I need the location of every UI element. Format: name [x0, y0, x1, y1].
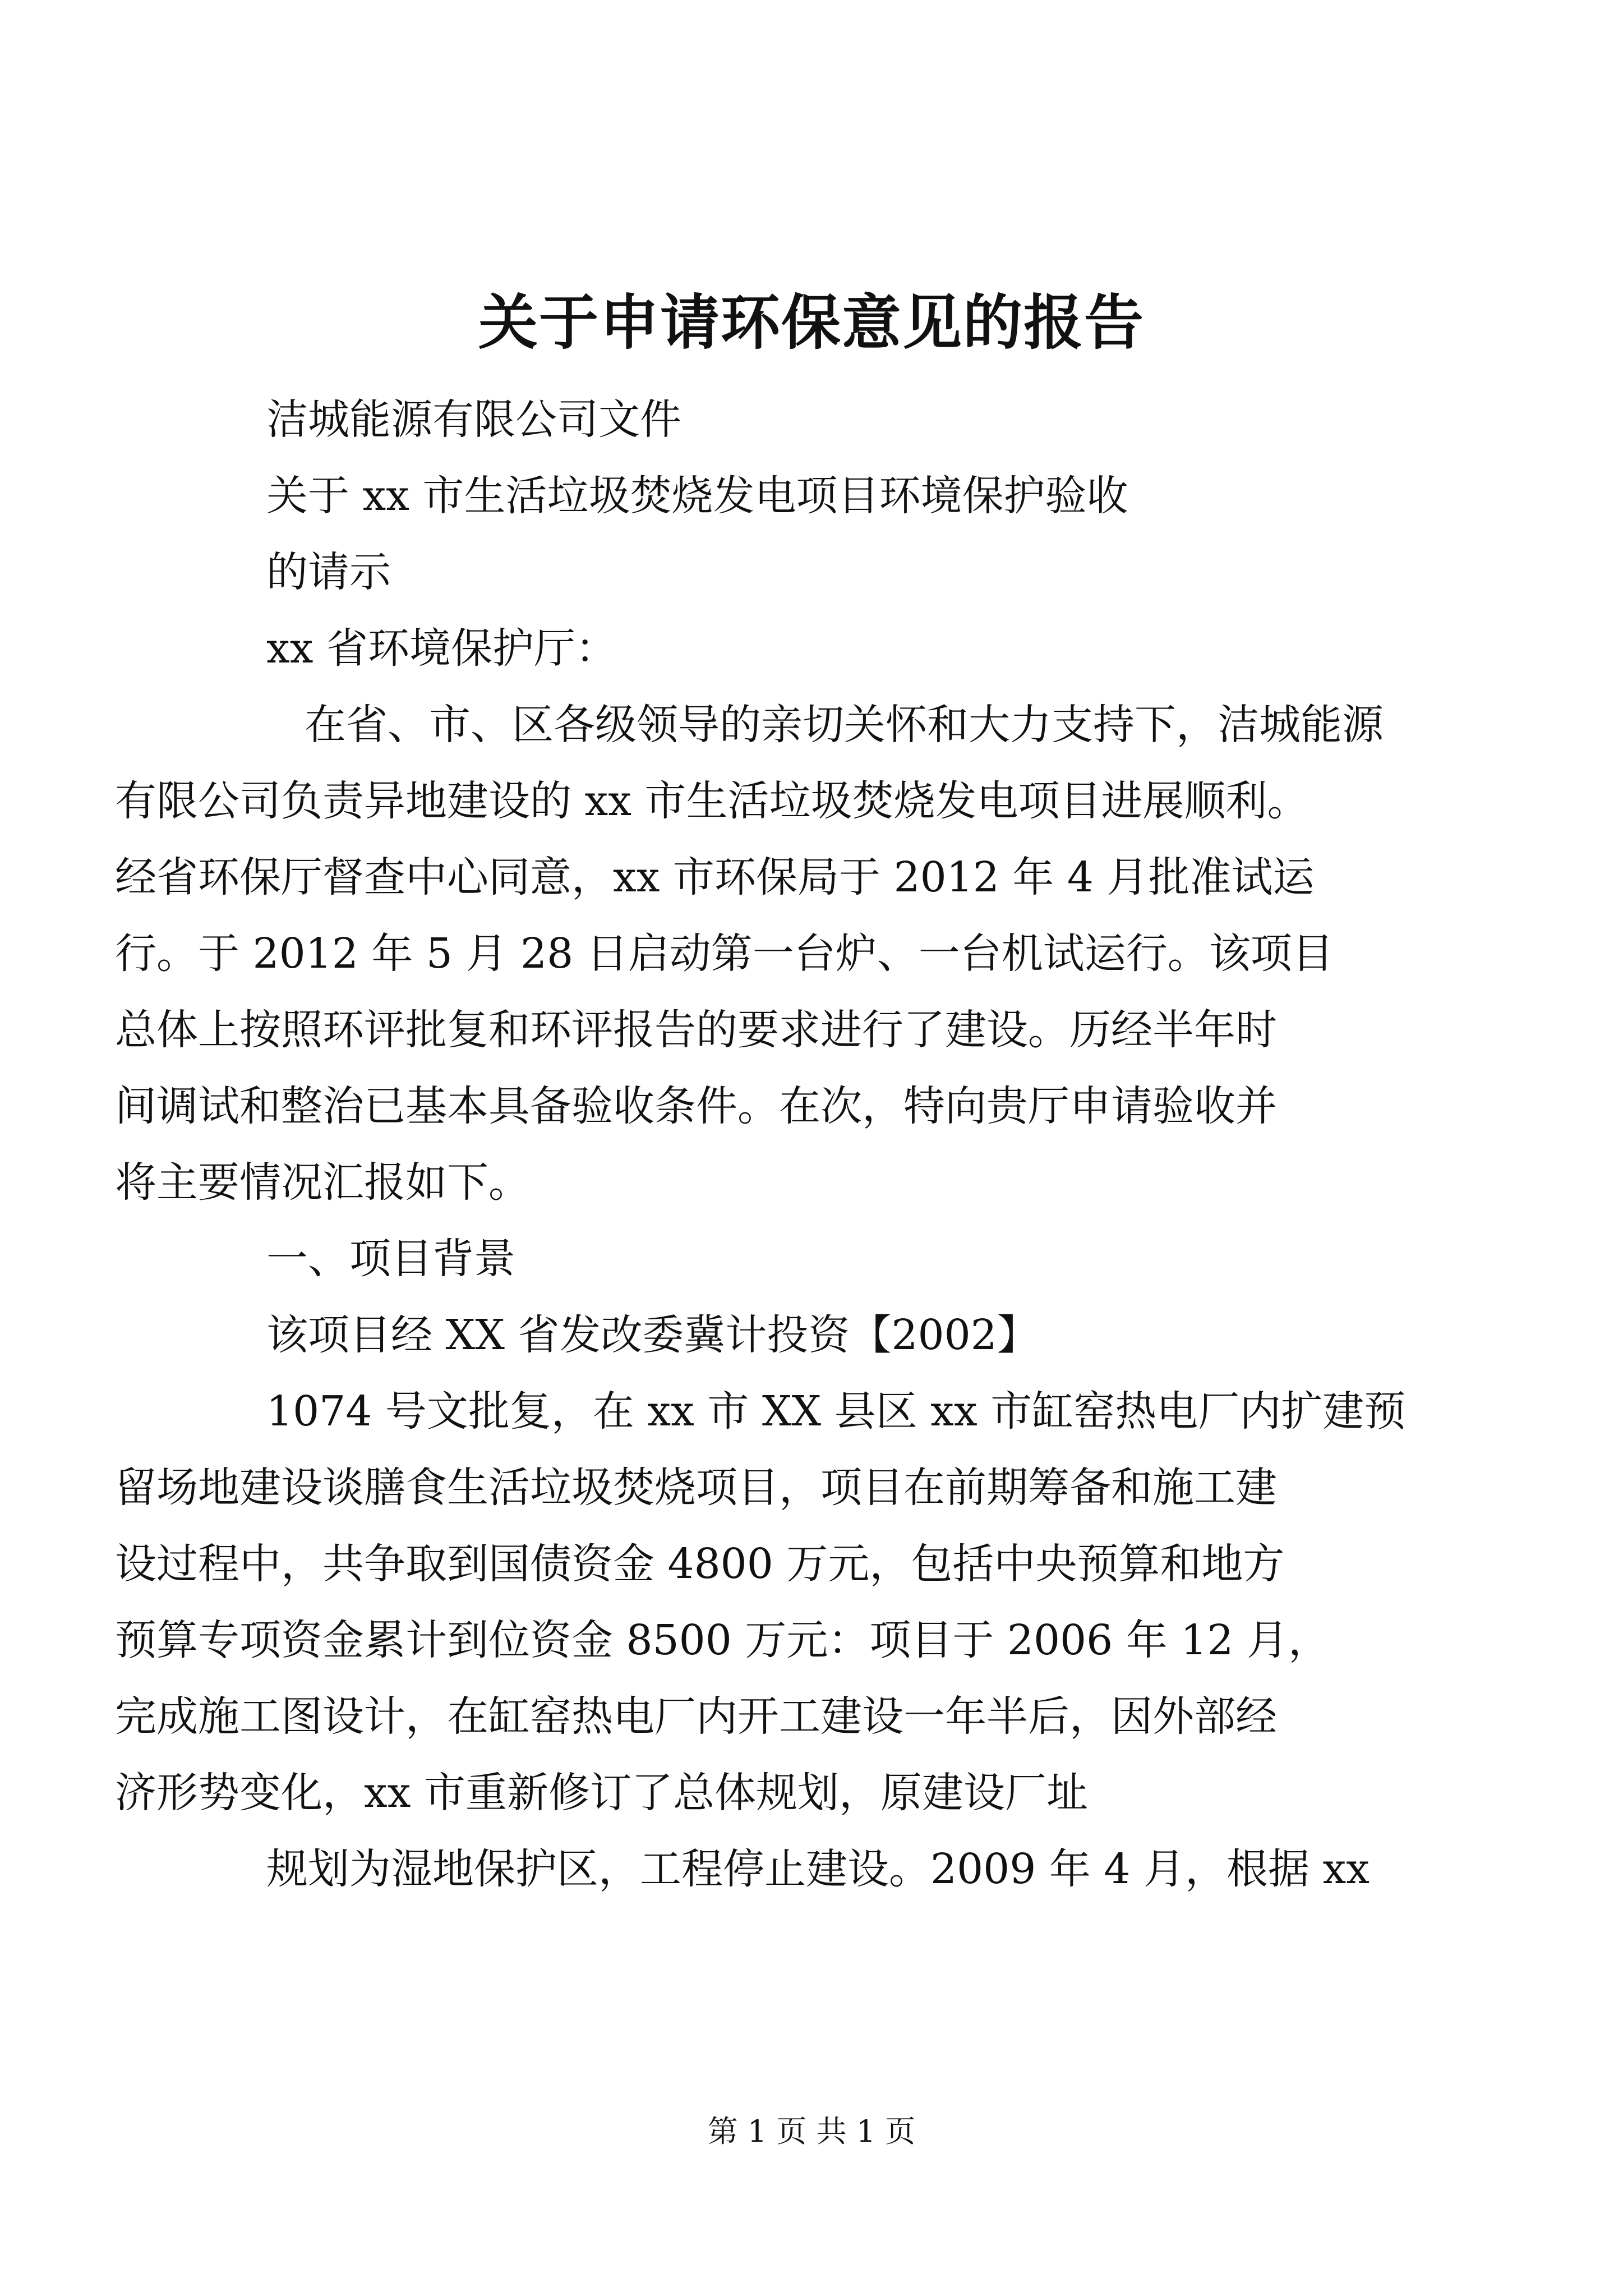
document-body: [115, 381, 1422, 1907]
paragraph-line: 留场地建设谈膳食生活垃圾焚烧项目，项目在前期筹备和施工建: [115, 1464, 1277, 1512]
text-line-recipient: xx 省环境保护厅：: [266, 624, 617, 673]
paragraph-line: 该项目经 XX 省发改委冀计投资【2002】: [266, 1311, 1039, 1359]
text-line-company: 洁城能源有限公司文件: [266, 395, 681, 444]
paragraph-line: 经省环保厅督查中心同意，xx 市环保局于 2012 年 4 月批准试运: [115, 853, 1315, 901]
paragraph-line: 在省、市、区各级领导的亲切关怀和大力支持下，洁城能源: [305, 701, 1384, 749]
paragraph-line: 间调试和整治已基本具备验收条件。在次，特向贵厅申请验收并: [115, 1082, 1277, 1130]
paragraph-line: 总体上按照环评批复和环评报告的要求进行了建设。历经半年时: [115, 1006, 1277, 1054]
paragraph-line: 预算专项资金累计到位资金 8500 万元：项目于 2006 年 12 月，: [115, 1616, 1330, 1664]
paragraph-line: 1074 号文批复，在 xx 市 XX 县区 xx 市缸窑热电厂内扩建预: [266, 1387, 1406, 1435]
paragraph-line: 有限公司负责异地建设的 xx 市生活垃圾焚烧发电项目进展顺利。: [115, 777, 1309, 825]
document-title: 关于申请环保意见的报告: [478, 287, 1145, 357]
paragraph-line: 济形势变化，xx 市重新修订了总体规划，原建设厂址: [115, 1769, 1088, 1817]
section-heading: 一、项目背景: [266, 1235, 515, 1283]
paragraph-line: 设过程中，共争取到国债资金 4800 万元，包括中央预算和地方: [115, 1540, 1285, 1588]
text-line-subject-cont: 的请示: [266, 548, 391, 596]
paragraph-line: 完成施工图设计，在缸窑热电厂内开工建设一年半后，因外部经: [115, 1692, 1277, 1741]
paragraph-line: 行。于 2012 年 5 月 28 日启动第一台炉、一台机试运行。该项目: [115, 930, 1334, 978]
page-footer: 第 1 页 共 1 页: [707, 2114, 916, 2149]
paragraph-line: 将主要情况汇报如下。: [115, 1158, 530, 1207]
paragraph-line: 规划为湿地保护区，工程停止建设。2009 年 4 月，根据 xx: [266, 1845, 1370, 1893]
text-line-subject: 关于 xx 市生活垃圾焚烧发电项目环境保护验收: [266, 472, 1128, 520]
